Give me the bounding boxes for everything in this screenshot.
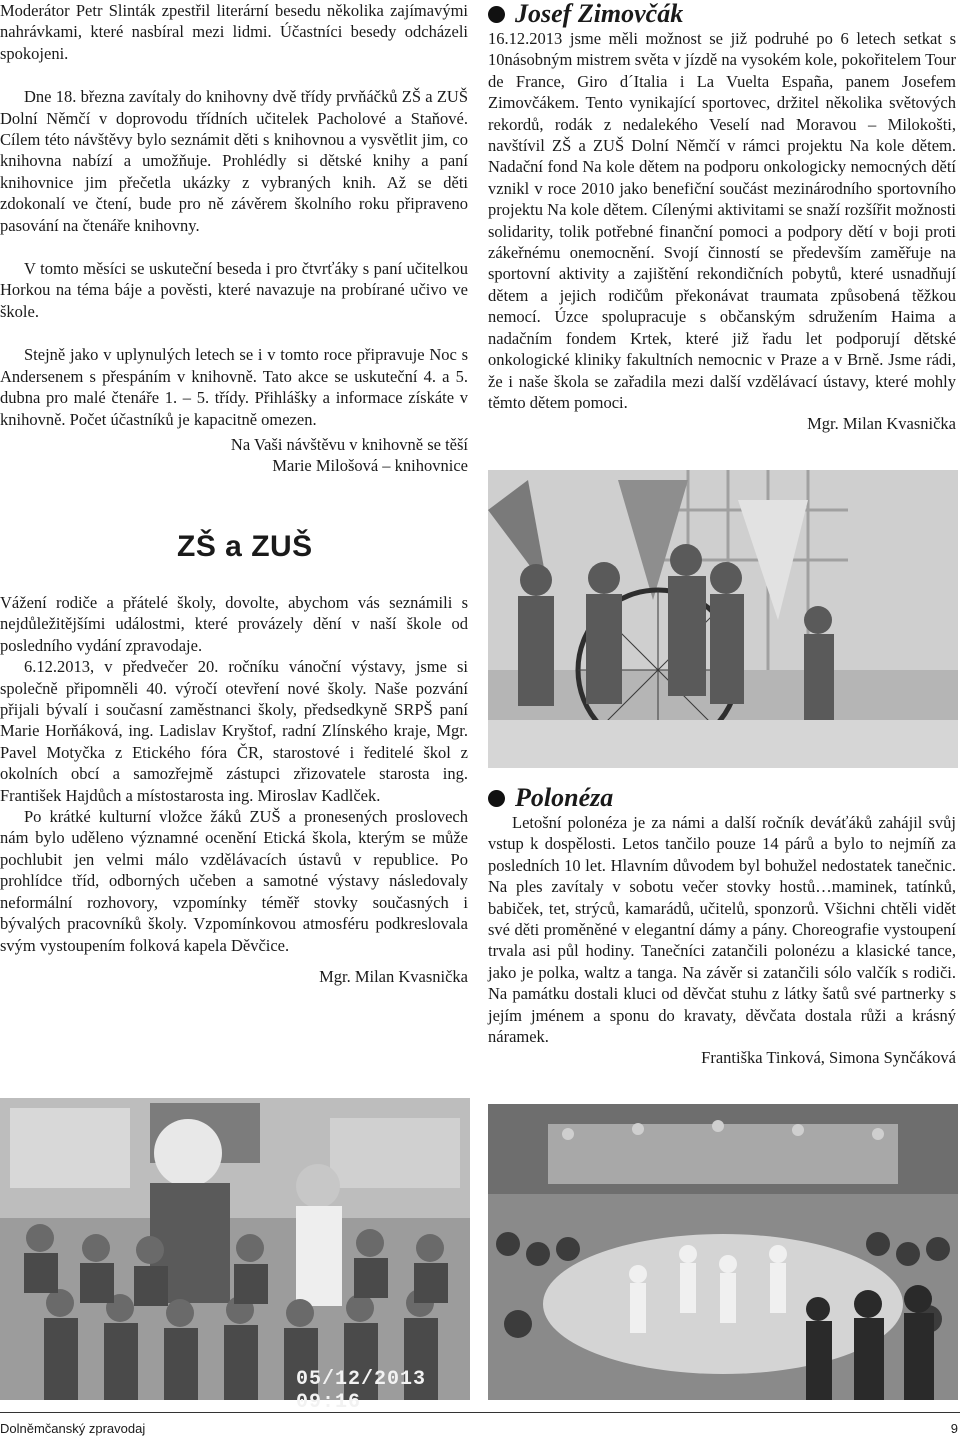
zimovcak-paragraph: 16.12.2013 jsme měli možnost se již podruhé po 6 letech setkat s 10násobným mistrem světa v jízdě na vysokém kole, pokořitelem Tour de France, Giro d´Italia i La Vuelta España, panem Josefem Zimovčákem. Tento vynikající sportovec, držitel několika světových rekordů, rodák z nedalekého Veselí nad Moravou – Milokošti, navštívil ZŠ a ZUŠ Dolní Němčí v rámci projektu Na kole dětem. Nadační fond Na kole dětem na podporu onkologicky nemocných dětí vznikl v roce 2010 jako benefiční součást mezinárodního sportovního projektu Na kole dětem. Cílenými aktivitami se snaží rozšířit možnosti solidarity, tolik potřebné finanční pomoci a podpory dětí v boji proti zákeřnému onemocnění. Svojí činností se především zaměřuje na sportovní aktivity a zajištění rekondičních pobytů, které usnadňují dětem a jejich rodičům překonávat traumata způsobená těžkou nemocí. Úzce spolupracuje s občanským sdružením Haima a nadačním fondem Krtek, které již řadu let podporují dětské onkologické kliniky fakultních nemocnic v Praze a v Brně. Jsme rádi, že i naše škola se zařadila mezi další vzdělávací ústavy, které mohly těmto dětem pomoci. (488, 29, 956, 412)
zimovcak-title (488, 0, 956, 28)
page-number: 9 (950, 1421, 958, 1436)
ball-photo-image (488, 1104, 958, 1400)
library-signature-line-1: Na Vaši návštěvu v knihovně se těší (230, 434, 468, 454)
library-paragraph-3: V tomto měsíci se uskuteční beseda i pro čtvrťáky s paní učitelkou Horkou na téma báje a pověsti, které navazuje na probírané učivo ve škole. (0, 259, 468, 321)
class-photo (0, 1098, 470, 1414)
left-column (0, 0, 468, 477)
library-paragraph-4: Stejně jako v uplynulých letech se i v tomto roce připravuje Noc s Andersenem s přespáním v knihovně. Tato akce se uskuteční 4. a 5. dubna pro malé čtenáře 1. – 5. třídy. Přihlášky a informace získáte v knihovně. Počet účastníků je kapacitně omezen. (0, 345, 468, 429)
school-signature: Mgr. Milan Kvasnička (319, 966, 468, 986)
poloneza-paragraph: Letošní polonéza je za námi a další ročník deváťáků zahájil svůj vstup k dospělosti. Letos tančilo pouze 14 párů a bylo to nejmíň za posledních 10 let. Hlavním důvodem byl bohužel nedostatek tanečnic. Na ples zavítaly v sobotu večer stovky hostů…maminek, tatínků, babiček, tet, strýců, kamarádů, učitelů, sponzorů. Všichni chtěli vidět své děti proměněné v elegantní dámy a pány. Choreografie vystoupení trvala asi půl hodiny. Tanečníci zatančili polonézu a klasické tance, jako je polka, waltz a tanga. Na závěr si zatančili sólo valčík s rodiči. Na památku dostali kluci od děvčat stuhu z látky šatů své partnerky s jejím jménem a sponu do kravaty, děvčata dostala růži a krásný náramek. (488, 813, 956, 1047)
zimovcak-signature: Mgr. Milan Kvasnička (807, 414, 956, 434)
bullet-icon (488, 790, 505, 807)
school-section-heading: ZŠ a ZUŠ (177, 530, 313, 563)
ball-photo (488, 1104, 958, 1400)
page-footer (0, 1412, 960, 1443)
school-paragraph-1: Vážení rodiče a přátelé školy, dovolte, abychom vás seznámili s nejdůležitějšími událostmi, které provázely dění v naší škole od posledního vydání zpravodaje. (0, 593, 468, 655)
bicycle-photo-image (488, 470, 958, 768)
photo-date-stamp: 05/12/2013 09:16 (296, 1368, 427, 1414)
poloneza-article (488, 784, 956, 1069)
poloneza-signature: Františka Tinková, Simona Synčáková (701, 1048, 956, 1068)
publication-name: Dolněmčanský zpravodaj (0, 1421, 146, 1436)
poloneza-title (488, 784, 956, 812)
school-paragraph-3: Po krátké kulturní vložce žáků ZUŠ a pronesených proslovech nám bylo uděleno významné ocenění Etická škola, kterým se může pochlubit jen velmi málo vzdělávacích ústavů v republice. Po prohlídce tříd, odborných učeben a samotné výstavy následovaly neformální rozhovory, vzpomínky téměř stovky současných i bývalých pracovníků školy. Vzpomínkovou atmosféru podkreslovala svým vystoupením folková kapela Děvčice. (0, 807, 468, 955)
bullet-icon (488, 6, 505, 23)
class-photo-image (0, 1098, 470, 1400)
right-column (488, 0, 956, 435)
library-paragraph-1: Moderátor Petr Slinták zpestřil literární besedu několika zajímavými nahrávkami, které nasbíral mezi lidmi. Účastníci besedy odcházeli spokojeni. (0, 1, 468, 63)
bicycle-photo (488, 470, 958, 768)
library-paragraph-2: Dne 18. března zavítaly do knihovny dvě třídy prvňáčků ZŠ a ZUŠ Dolní Němčí v doprovodu třídních učitelek Pacholové a Staňové. Cílem této návštěvy bylo seznámit děti s knihovnou a vysvětlit jim, co knihovna nabízí a umožňuje. Prohlédly si dětské knihy a paní knihovnice jim přečetla ukázky z vybraných knih. Až se děti zdokonalí ve čtení, bude pro ně závěrem školního roku připraveno pasování na čtenáře knihovny. (0, 87, 468, 235)
zimovcak-title-text: Josef Zimovčák (515, 0, 684, 28)
school-article (0, 592, 468, 987)
poloneza-title-text: Polonéza (515, 783, 614, 812)
library-signature-line-2: Marie Milošová – knihovnice (272, 456, 468, 476)
school-paragraph-2: 6.12.2013, v předvečer 20. ročníku vánoční výstavy, jsme si společně připomněli 40. výročí otevření nové školy. Naše pozvání přijali bývalí i současní zaměstnanci školy, předsedkyně SRPŠ paní Marie Horňáková, ing. Ladislav Kryštof, radní Zlínského kraje, Mgr. Pavel Motyčka z Etického fóra ČR, starostové i ředitelé škol z okolních obcí a samozřejmě zástupci zřizovatele starosta ing. František Hajdůch a místostarosta ing. Miroslav Kadlček. (0, 657, 468, 805)
